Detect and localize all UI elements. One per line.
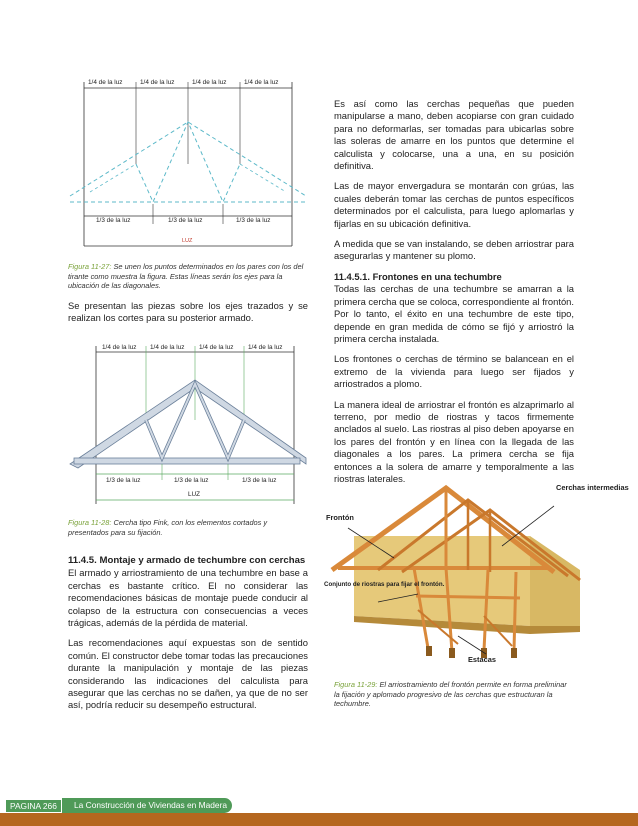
section-heading	[68, 554, 308, 567]
paragraph: Todas las cerchas de una techumbre se amarran a la primera cercha que se coloca, correspondiente al frontón. Por lo tanto, el éxito en una techumbre de este tipo, depende en gran medida de cómo se fijó y arriostró la primera cercha instalada.	[334, 283, 574, 344]
fig28-top-label: 1/4 de la luz	[102, 344, 137, 351]
caption-number: Figura 11-29:	[334, 680, 378, 689]
fig29-label-cerchas: Cerchas intermedias	[556, 483, 629, 492]
fig27-bottom-label: 1/3 de la luz	[168, 217, 203, 224]
fig28-bottom-label: 1/3 de la luz	[106, 477, 141, 484]
figure-11-28-caption	[68, 518, 308, 537]
fig28-bottom-label: 1/3 de la luz	[174, 477, 209, 484]
figure-11-29-caption	[334, 680, 574, 709]
fig27-bottom-label: 1/3 de la luz	[236, 217, 271, 224]
fig29-label-conjunto: Conjunto de riostras para fijar el frontón.	[324, 581, 445, 588]
fig27-luz-label: LUZ	[182, 238, 193, 244]
fig27-top-label: 1/4 de la luz	[140, 79, 175, 86]
figure-11-29	[318, 476, 629, 674]
paragraph: Se presentan las piezas sobre los ejes trazados y se realizan los cortes para su posterior armado.	[68, 300, 308, 324]
fig29-label-estacas: Estacas	[468, 655, 496, 664]
paragraph: Los frontones o cerchas de término se balancean en el extremo de la vivienda para luego ser fijados y arriostrados a plomo.	[334, 353, 574, 390]
paragraph: La manera ideal de arriostrar el frontón es alzaprimarlo al terreno, por medio de riostras y tacos firmemente anclados al suelo. Las riostras al piso deben apoyarse en los pares del frontón y en línea con la llegada de las diagonales a los pares. La primera cercha se fija entonces a la solera de amarre y temporalmente a las riostras laterales.	[334, 398, 574, 484]
caption-text: Cercha tipo Fink, con los elementos cortados y presentados para su fijación.	[68, 518, 268, 537]
footer-page-number: PAGINA 266	[6, 800, 61, 812]
right-column-text	[334, 98, 574, 493]
caption-text: El arriostramiento del frontón permite en forma preliminar la fijación y aplomado progresivo de las cerchas que estructuran la techumbre.	[334, 680, 567, 709]
left-paragraph-1	[68, 300, 308, 333]
footer-bottom-band	[0, 813, 638, 826]
caption-text: Se unen los puntos determinados en los pares con los del tirante como muestra la figura. Estas líneas serán los ejes para la ubicación de las diagonales.	[68, 262, 304, 291]
fig28-top-label: 1/4 de la luz	[199, 344, 234, 351]
fig28-top-label: 1/4 de la luz	[150, 344, 185, 351]
footer	[0, 798, 638, 813]
paragraph: Las recomendaciones aquí expuestas son de sentido común. El constructor debe tomar todas las precauciones durante la manipulación y montaje de las piezas considerando las indicaciones del calculista para asegurar que las cerchas no se dañen, ya que de no ser así, podría reducir su desempeño estructural.	[68, 637, 308, 711]
fig27-top-label: 1/4 de la luz	[192, 79, 227, 86]
paragraph: El armado y arriostramiento de una techumbre en base a cerchas es bastante crítico. El no considerar las recomendaciones básicas de montaje puede conducir al colapso de la estructura con consecuencias a veces trágicas, además de la pérdida de material.	[68, 567, 308, 629]
footer-title: La Construcción de Viviendas en Madera	[62, 798, 232, 813]
figure-11-27	[70, 74, 310, 260]
fig27-top-label: 1/4 de la luz	[244, 79, 279, 86]
figure-11-28	[66, 340, 310, 512]
section-heading-text: 11.4.5. Montaje y armado de techumbre con cerchas	[68, 555, 306, 566]
section-heading-text: 11.4.5.1. Frontones en una techumbre	[334, 270, 502, 282]
section-11-4-5	[68, 554, 308, 720]
fig29-label-fronton: Frontón	[326, 513, 354, 522]
fig28-bottom-label: 1/3 de la luz	[242, 477, 277, 484]
fig27-top-label: 1/4 de la luz	[88, 79, 123, 86]
caption-number: Figura 11-27:	[68, 262, 112, 271]
paragraph: Las de mayor envergadura se montarán con grúas, las cuales deberán tomar las cerchas de puntos específicos determinados por el calculista, para luego aplomarlas y fijarlas en su ubicación definitiva.	[334, 180, 574, 229]
caption-number: Figura 11-28:	[68, 518, 112, 527]
fig27-bottom-label: 1/3 de la luz	[96, 217, 131, 224]
fig28-top-label: 1/4 de la luz	[248, 344, 283, 351]
section-heading	[334, 271, 574, 283]
figure-11-27-caption	[68, 262, 308, 291]
fig28-luz-label: LUZ	[188, 491, 201, 498]
paragraph: Es así como las cerchas pequeñas que pueden manipularse a mano, deben acopiarse con gran cuidado para no deformarlas, ser tomadas para ubicarlas sobre las soleras de amarre en los puntos que determine el calculista y colocarse, una a una, en su posición definitiva.	[334, 98, 574, 172]
paragraph: A medida que se van instalando, se deben arriostrar para asegurarlas y mantener su plomo.	[334, 238, 574, 262]
